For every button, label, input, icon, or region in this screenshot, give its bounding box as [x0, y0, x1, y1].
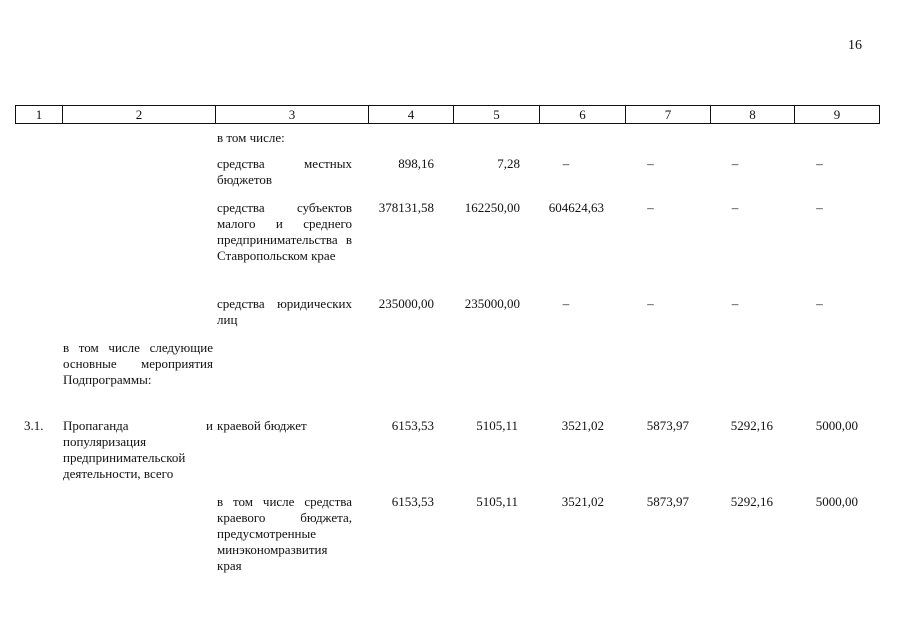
legal-value-col7: – [647, 296, 654, 311]
header-col-7: 7 [626, 106, 711, 124]
local-value-col8: – [731, 156, 739, 171]
header-col-6: 6 [540, 106, 626, 124]
header-row [16, 106, 880, 124]
including-label: в том числе: [217, 130, 285, 145]
header-col-8: 8 [711, 106, 795, 124]
header-col-2: 2 [63, 106, 216, 124]
smb-value-col6: 604624,63 [548, 200, 604, 215]
item-3-1-col5: 5105,11 [476, 418, 518, 433]
smb-value-col9: – [816, 200, 823, 215]
header-col-5: 5 [454, 106, 540, 124]
activities-label: в том числе следующие основные мероприятия Подпрограммы: [63, 340, 213, 387]
item-3-1-name: Пропаганда и популяризация предпринимательской деятельности, всего [63, 418, 213, 481]
legal-value-col4: 235000,00 [378, 296, 434, 311]
column-number-header [15, 105, 880, 124]
item-3-1-source: краевой бюджет [217, 418, 307, 433]
header-col-9: 9 [795, 106, 880, 124]
item-3-1-col6: 3521,02 [561, 418, 604, 433]
smb-value-col4: 378131,58 [378, 200, 434, 215]
item-3-1-sub-col8: 5292,16 [730, 494, 773, 509]
page-number: 16 [848, 38, 862, 53]
source-legal-entities: средства юридических лиц [217, 296, 352, 327]
legal-value-col8: – [731, 296, 739, 311]
header-col-3: 3 [216, 106, 369, 124]
smb-value-col8: – [731, 200, 739, 215]
item-3-1-sub-col7: 5873,97 [646, 494, 689, 509]
local-value-col9: – [816, 156, 823, 171]
legal-value-col5: 235000,00 [464, 296, 520, 311]
local-value-col6: – [562, 156, 570, 171]
smb-value-col5: 162250,00 [464, 200, 520, 215]
item-3-1-col9: 5000,00 [815, 418, 858, 433]
item-3-1-sub-source: в том числе средства краевого бюджета, предусмотренные минэкономразвития края [217, 494, 352, 573]
local-value-col4: 898,16 [398, 156, 434, 171]
header-col-4: 4 [369, 106, 454, 124]
item-3-1-sub-col6: 3521,02 [561, 494, 604, 509]
smb-value-col7: – [647, 200, 654, 215]
source-smb-funds: средства субъектов малого и среднего предпринимательства в Ставропольском крае [217, 200, 352, 263]
legal-value-col6: – [562, 296, 570, 311]
item-3-1-sub-col5: 5105,11 [476, 494, 518, 509]
legal-value-col9: – [816, 296, 823, 311]
item-3-1-col8: 5292,16 [730, 418, 773, 433]
local-value-col5: 7,28 [497, 156, 520, 171]
item-3-1-sub-col9: 5000,00 [815, 494, 858, 509]
item-3-1-col7: 5873,97 [646, 418, 689, 433]
source-local-budgets: средства местных бюджетов [217, 156, 352, 187]
header-col-1: 1 [16, 106, 63, 124]
item-3-1-col4: 6153,53 [391, 418, 434, 433]
item-number-3-1: 3.1. [24, 418, 44, 433]
local-value-col7: – [647, 156, 654, 171]
item-3-1-sub-col4: 6153,53 [391, 494, 434, 509]
